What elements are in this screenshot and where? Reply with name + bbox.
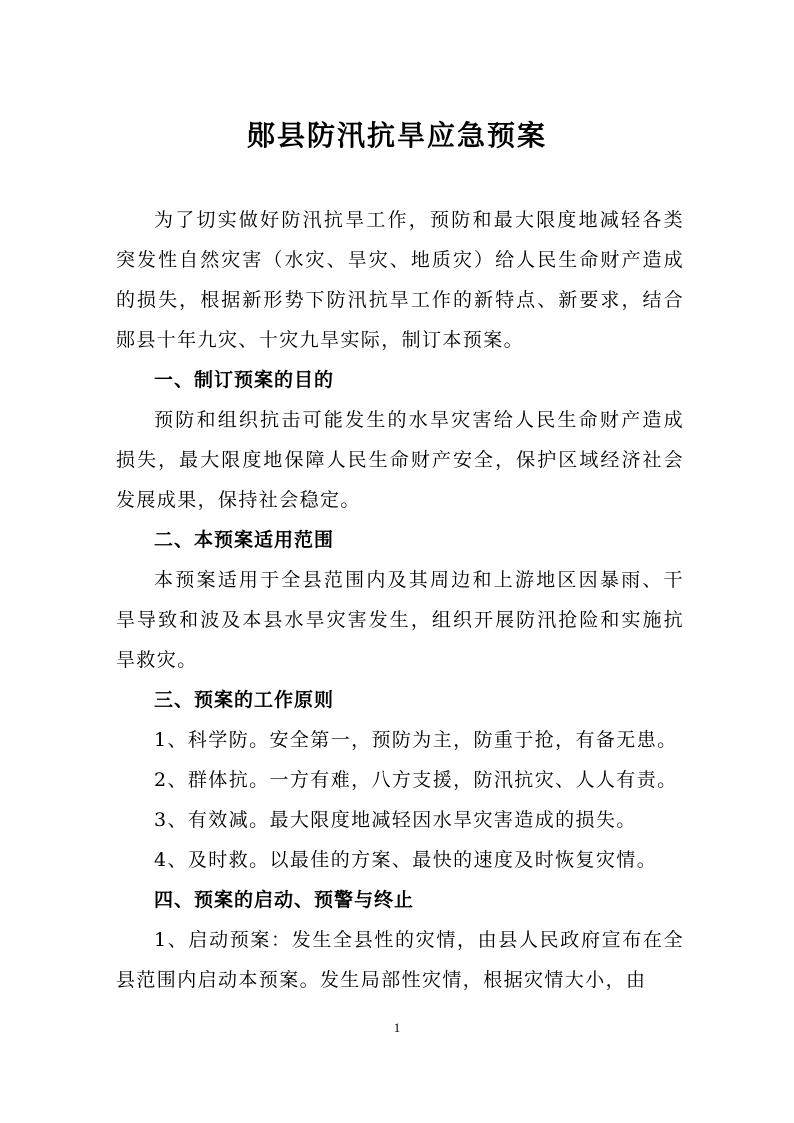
principle-item: 4、及时救。以最佳的方案、最快的速度及时恢复灾情。 bbox=[154, 849, 658, 871]
principle-item: 2、群体抗。一方有难，八方支援，防汛抗灾、人人有责。 bbox=[154, 769, 678, 791]
principle-item: 1、科学防。安全第一，预防为主，防重于抢，有备无患。 bbox=[154, 729, 678, 751]
section-heading-principles: 三、预案的工作原则 bbox=[154, 689, 335, 711]
section-paragraph: 本预案适用于全县范围内及其周边和上游地区因暴雨、干旱导致和波及本县水旱灾害发生，组织开展防汛抢险和实施抗旱救灾。 bbox=[116, 569, 684, 671]
section-heading-activation: 四、预案的启动、预警与终止 bbox=[154, 889, 415, 911]
principle-item: 3、有效减。最大限度地减轻因水旱灾害造成的损失。 bbox=[154, 809, 637, 831]
section-heading-scope: 二、本预案适用范围 bbox=[154, 529, 335, 551]
document-body bbox=[116, 200, 684, 1000]
intro-paragraph: 为了切实做好防汛抗旱工作，预防和最大限度地减轻各类突发性自然灾害（水灾、旱灾、地质灾）给人民生命财产造成的损失，根据新形势下防汛抗旱工作的新特点、新要求，结合郧县十年九灾、十灾九旱实际，制订本预案。 bbox=[116, 209, 684, 351]
document-title: 郧县防汛抗旱应急预案 bbox=[246, 119, 547, 152]
section-heading-purpose: 一、制订预案的目的 bbox=[154, 369, 335, 391]
page-number: 1 bbox=[393, 1020, 401, 1035]
section-paragraph: 1、启动预案：发生全县性的灾情，由县人民政府宣布在全县范围内启动本预案。发生局部性灾情，根据灾情大小，由 bbox=[116, 929, 684, 991]
section-paragraph: 预防和组织抗击可能发生的水旱灾害给人民生命财产造成损失，最大限度地保障人民生命财产安全，保护区域经济社会发展成果，保持社会稳定。 bbox=[116, 409, 684, 511]
